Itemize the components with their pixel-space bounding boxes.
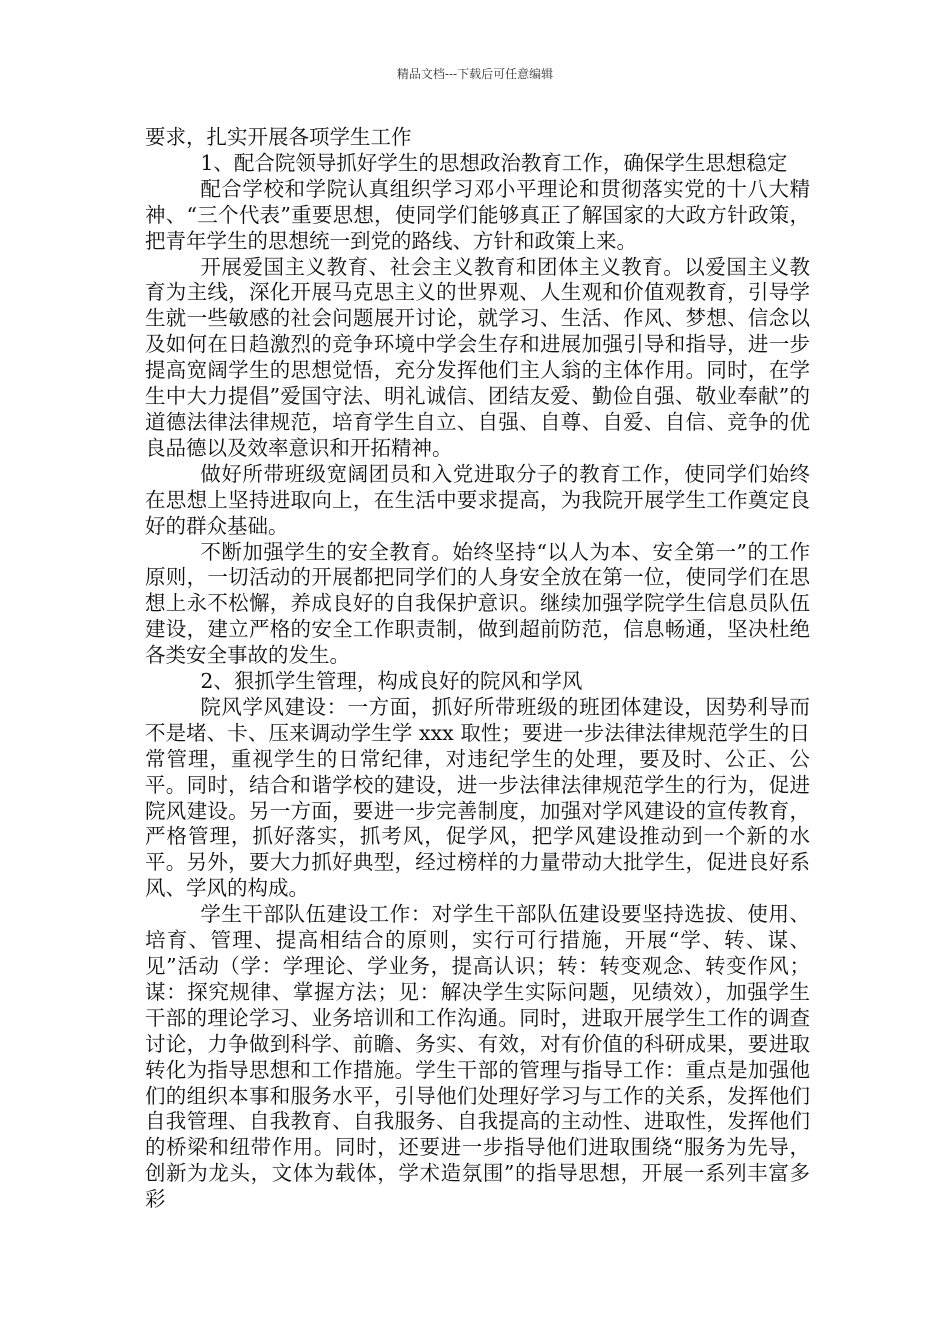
page-header: 精品文档---下载后可任意编辑 [396,67,554,81]
section-heading-1: 1、配合院领导抓好学生的思想政治教育工作，确保学生思想稳定 [200,150,788,175]
paragraph: 做好所带班级宽阔团员和入党进取分子的教育工作，使同学们始终在思想上坚持进取向上，在生活中要求提高，为我院开展学生工作奠定良好的群众基础。 [145,461,810,538]
paragraph: 配合学校和学院认真组织学习邓小平理论和贯彻落实党的十八大精神、“三个代表”重要思想，使同学们能够真正了解国家的大政方针政策，把青年学生的思想统一到党的路线、方针和政策上来。 [145,176,810,253]
paragraph: 不断加强学生的安全教育。始终坚持“以人为本、安全第一”的工作原则，一切活动的开展都把同学们的人身安全放在第一位，使同学们在思想上永不松懈，养成良好的自我保护意识。继续加强学院学生信息员队伍建设，建立严格的安全工作职责制，做到超前防范，信息畅通，坚决杜绝各类安全事故的发生。 [145,539,810,668]
paragraph: 院风学风建设：一方面，抓好所带班级的班团体建设，因势利导而不是堵、卡、压来调动学生学 xxx 取性；要进一步法律法律规范学生的日常管理，重视学生的日常纪律，对违纪学生的处理，要及时、公正、公平。同时，结合和谐学校的建设，进一步法律法律规范学生的行为，促进院风建设。另一方面，要进一步完善制度，加强对学风建设的宣传教育，严格管理，抓好落实，抓考风，促学风，把学风建设推动到一个新的水平。另外，要大力抓好典型，经过榜样的力量带动大批学生，促进良好系风、学风的构成。 [145,694,810,901]
paragraph: 学生干部队伍建设工作：对学生干部队伍建设要坚持选拔、使用、培育、管理、提高相结合的原则，实行可行措施，开展“学、转、谋、见”活动（学：学理论、学业务，提高认识；转：转变观念、转变作风；谋：探究规律、掌握方法；见：解决学生实际问题，见绩效），加强学生干部的理论学习、业务培训和工作沟通。同时，进取开展学生工作的调查讨论，力争做到科学、前瞻、务实、有效，对有价值的科研成果，要进取转化为指导思想和工作措施。学生干部的管理与指导工作：重点是加强他们的组织本事和服务水平，引导他们处理好学习与工作的关系，发挥他们自我管理、自我教育、自我服务、自我提高的主动性、进取性，发挥他们的桥梁和纽带作用。同时，还要进一步指导他们进取围绕“服务为先导，创新为龙头，文体为载体，学术造氛围”的指导思想，开展一系列丰富多彩 [145,902,810,1212]
paragraph-continuation: 要求，扎实开展各项学生工作 [145,125,412,149]
document-body [145,125,810,1213]
section-heading-2: 2、狠抓学生管理，构成良好的院风和学风 [200,669,583,694]
paragraph: 开展爱国主义教育、社会主义教育和团体主义教育。以爱国主义教育为主线，深化开展马克思主义的世界观、人生观和价值观教育，引导学生就一些敏感的社会问题展开讨论，就学习、生活、作风、梦想、信念以及如何在日趋激烈的竞争环境中学会生存和进展加强引导和指导，进一步提高宽阔学生的思想觉悟，充分发挥他们主人翁的主体作用。同时，在学生中大力提倡”爱国守法、明礼诚信、团结友爱、勤俭自强、敬业奉献”的道德法律法律规范，培育学生自立、自强、自尊、自爱、自信、竞争的优良品德以及效率意识和开拓精神。 [145,254,810,460]
